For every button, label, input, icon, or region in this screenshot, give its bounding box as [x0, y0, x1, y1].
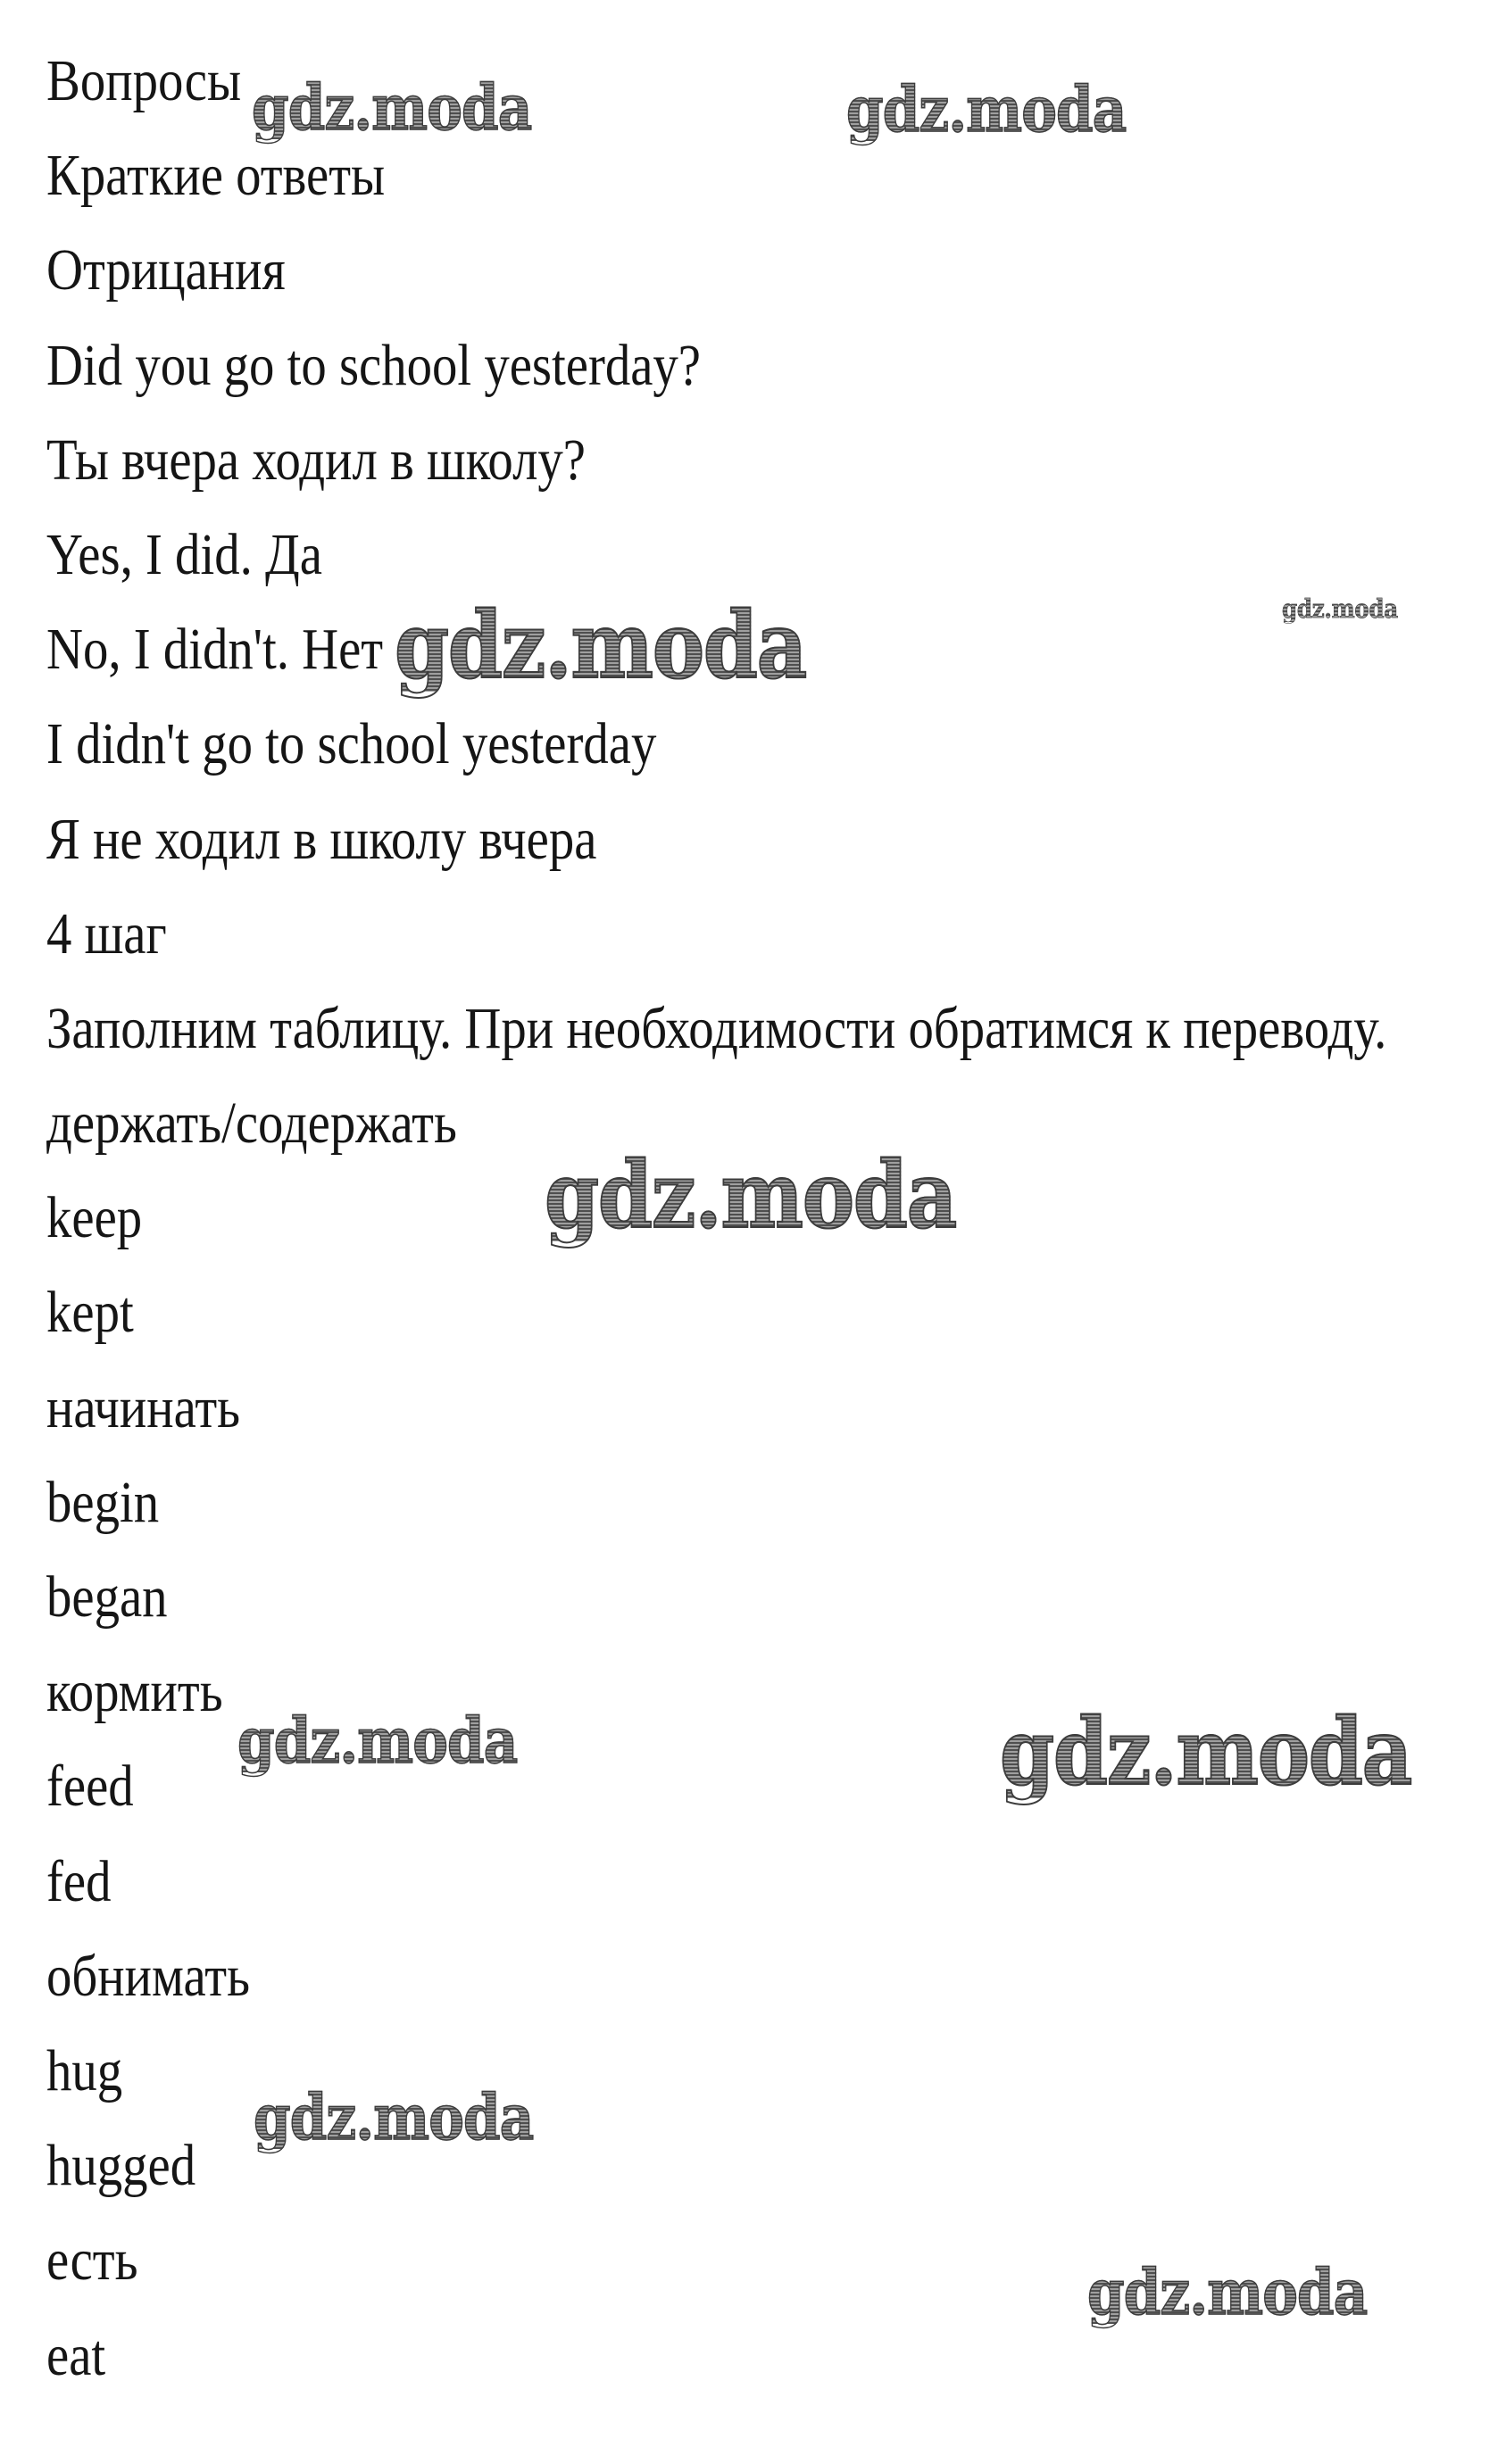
document-line: [46, 1171, 1506, 1265]
document-line-text: kept: [46, 1280, 134, 1346]
document-line: [46, 34, 1506, 129]
document-line-text: начинать: [46, 1374, 241, 1440]
document-line-text: began: [46, 1564, 168, 1630]
document-text-block: [46, 34, 1506, 2403]
gdz-moda-watermark: gdz.moda: [1000, 1698, 1412, 1806]
document-line-text: Заполним таблицу. При необходимости обратимся к переводу.: [46, 995, 1387, 1061]
gdz-moda-watermark: gdz.moda: [395, 592, 807, 700]
document-line: [46, 129, 1506, 223]
document-line: [46, 2119, 1506, 2213]
document-line-text: feed: [46, 1754, 134, 1820]
document-line: [46, 1265, 1506, 1360]
document-line: [46, 1361, 1506, 1456]
document-line: [46, 1929, 1506, 2024]
document-line-text: Краткие ответы: [46, 143, 386, 209]
document-line-text: Вопросы: [46, 48, 242, 113]
document-line-text: hugged: [46, 2133, 196, 2199]
document-line-text: Я не ходил в школу вчера: [46, 806, 597, 872]
document-line-text: держать/содержать: [46, 1091, 457, 1157]
document-line-text: I didn't go to school yesterday: [46, 711, 657, 777]
document-line-text: begin: [46, 1469, 160, 1535]
document-line: [46, 592, 1506, 700]
gdz-moda-watermark: gdz.moda: [252, 71, 532, 145]
document-line: [46, 1645, 1506, 1739]
document-line: [46, 1456, 1506, 1550]
gdz-moda-watermark: gdz.moda: [1087, 2255, 1368, 2329]
document-line-text: eat: [46, 2322, 106, 2388]
document-line: [46, 1739, 1506, 1834]
document-line: [46, 1835, 1506, 1929]
document-line: [46, 319, 1506, 413]
document-line-text: No, I didn't. Нет: [46, 617, 384, 683]
document-line-text: keep: [46, 1185, 143, 1251]
document-line-text: fed: [46, 1848, 112, 1914]
document-line: [46, 508, 1506, 602]
document-line-text: Did you go to school yesterday?: [46, 332, 702, 398]
gdz-moda-watermark: gdz.moda: [545, 1141, 957, 1249]
document-line: [46, 792, 1506, 887]
document-line: [46, 2309, 1506, 2403]
document-line-text: Ты вчера ходил в школу?: [46, 427, 586, 493]
document-line-text: есть: [46, 2228, 138, 2294]
document-line-text: обнимать: [46, 1943, 250, 2009]
gdz-moda-watermark: gdz.moda: [1282, 593, 1398, 624]
gdz-moda-watermark: gdz.moda: [846, 72, 1127, 146]
document-line: [46, 413, 1506, 508]
document-line-text: Yes, I did. Да: [46, 521, 322, 587]
document-line-text: 4 шаг: [46, 900, 167, 967]
document-line-text: кормить: [46, 1659, 223, 1725]
document-line: [46, 887, 1506, 982]
document-line: [46, 1076, 1506, 1171]
document-line: [46, 1550, 1506, 1645]
document-line: [46, 2024, 1506, 2119]
document-line: [46, 2213, 1506, 2308]
gdz-moda-watermark: gdz.moda: [237, 1704, 518, 1778]
document-line-text: Отрицания: [46, 237, 286, 303]
gdz-moda-watermark: gdz.moda: [254, 2080, 534, 2154]
document-line: [46, 223, 1506, 318]
document-line-text: hug: [46, 2037, 123, 2103]
document-line: [46, 982, 1506, 1076]
document-line: [46, 697, 1506, 792]
